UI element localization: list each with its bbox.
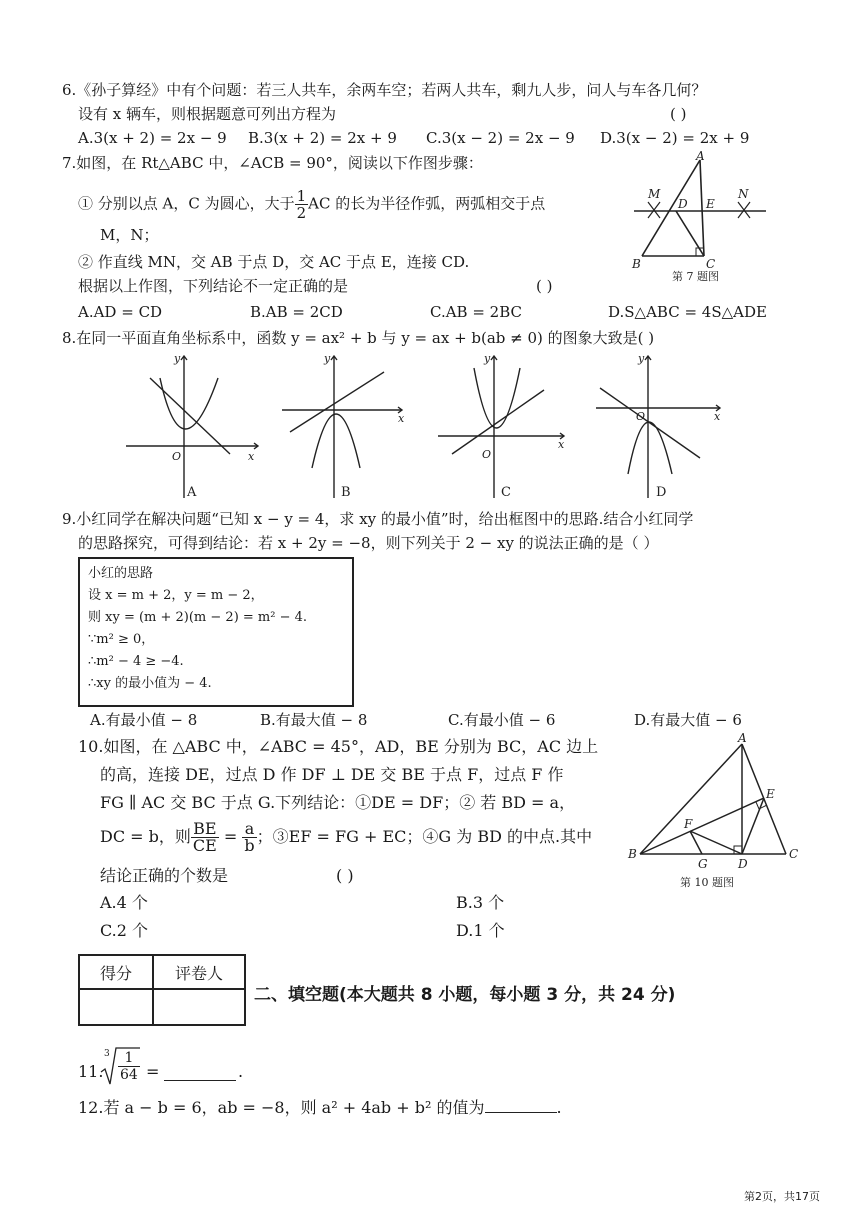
- q7-label-a: A: [696, 150, 705, 163]
- q6-option-c: C.3(x − 2) = 2x − 9: [426, 129, 575, 147]
- q8d-line: [600, 388, 700, 458]
- q7-step1-post: AC 的长为半径作弧，两弧相交于点: [308, 194, 546, 213]
- q7-step1: [78, 188, 545, 221]
- q12-period: .: [556, 1098, 562, 1117]
- q10-stem-line4: [100, 820, 592, 854]
- q11-den: 64: [120, 1067, 138, 1083]
- q8d-caption: D: [656, 485, 667, 500]
- q8-graph-b: [276, 350, 426, 500]
- q10-label-b: B: [628, 847, 637, 861]
- q9-box-line-2: 则 xy = (m + 2)(m − 2) = m² − 4.: [88, 610, 308, 625]
- q10-stem-line3: FG ∥ AC 交 BC 于点 G.下列结论：①DE = DF；② 若 BD = a，: [100, 793, 576, 812]
- q7-segment-ab: [642, 160, 700, 256]
- q6-option-d: D.3(x − 2) = 2x + 9: [600, 129, 750, 147]
- q7-label-m: M: [648, 187, 661, 201]
- q10-frac2-num: a: [242, 821, 256, 838]
- q8c-caption: C: [501, 485, 511, 500]
- q10-label-c: C: [789, 847, 799, 861]
- q8-graph-d: [590, 350, 740, 500]
- q8d-origin-label: O: [636, 410, 646, 423]
- q8a-caption: A: [187, 485, 197, 500]
- q7-segment-cd: [676, 211, 704, 256]
- q7-frac-den: 2: [296, 204, 307, 222]
- q11-number: 11.: [78, 1062, 104, 1081]
- q9-option-b: B.有最大值 − 8: [260, 711, 368, 729]
- q6-option-a: A.3(x + 2) = 2x − 9: [78, 129, 227, 147]
- q8b-caption: B: [341, 485, 351, 500]
- q10-option-c: C.2 个: [100, 921, 149, 940]
- q10-label-g: G: [698, 857, 708, 871]
- q8a-line: [150, 378, 230, 454]
- q7-label-b: B: [632, 257, 641, 271]
- q7-step1-pre: ① 分别以点 A，C 为圆心，大于: [78, 194, 295, 213]
- q8d-parabola: [628, 422, 672, 474]
- q7-label-n: N: [738, 187, 749, 201]
- q8d-y-label: y: [638, 352, 645, 365]
- q9-box-line-5: ∴xy 的最小值为 − 4.: [88, 676, 212, 691]
- q10-stem-line2: 的高，连接 DE，过点 D 作 DF ⊥ DE 交 BE 于点 F，过点 F 作: [100, 765, 564, 784]
- q10-fraction-be-ce: [191, 821, 219, 854]
- q9-box-line-3: ∵m² ≥ 0，: [88, 632, 155, 647]
- q7-answer-paren: ( ): [536, 277, 553, 295]
- q7-label-e: E: [706, 197, 715, 211]
- q10-figure: [626, 730, 806, 892]
- q7-option-a: A.AD = CD: [78, 303, 163, 321]
- q8-stem: 8.在同一平面直角坐标系中，函数 y = ax² + b 与 y = ax + b(ab ≠ 0) 的图象大致是( ): [62, 329, 655, 347]
- q7-fraction-half: [295, 188, 309, 221]
- q10-frac1-num: BE: [191, 821, 219, 838]
- q8c-line: [452, 390, 544, 454]
- q11-answer-blank[interactable]: [164, 1064, 236, 1081]
- q7-option-d: D.S△ABC = 4S△ADE: [608, 303, 767, 321]
- q10-answer-paren: ( ): [336, 866, 354, 885]
- q8b-y-label: y: [324, 352, 331, 365]
- q8a-x-label: x: [248, 450, 255, 463]
- q10-stem-line1: 10.如图，在 △ABC 中，∠ABC = 45°，AD，BE 分别为 BC，AC 边上: [78, 737, 599, 756]
- score-table: [78, 954, 246, 1026]
- score-cell[interactable]: [79, 989, 153, 1025]
- q10-stem-line5: 结论正确的个数是: [100, 866, 229, 885]
- q9-option-d: D.有最大值 − 6: [634, 711, 742, 729]
- q9-box-line-1: 设 x = m + 2，y = m − 2，: [88, 588, 264, 603]
- q10-label-d: D: [738, 857, 748, 871]
- q11-num: 1: [118, 1050, 140, 1067]
- q7-step1-line2: M，N；: [100, 226, 159, 244]
- grader-cell[interactable]: [153, 989, 245, 1025]
- q11: 11. 3 $\frac{1}{64}$ = .: [78, 1044, 338, 1088]
- q8c-origin-label: O: [482, 448, 492, 461]
- q9-option-a: A.有最小值 − 8: [90, 711, 198, 729]
- q10-equals: =: [223, 827, 238, 846]
- q10-label-f: F: [684, 817, 693, 831]
- q7-label-c: C: [706, 257, 716, 271]
- q6-stem-line2: 设有 x 辆车，则根据题意可列出方程为: [78, 105, 336, 123]
- q8c-x-label: x: [558, 438, 565, 451]
- q6-stem: 6.《孙子算经》中有个问题：若三人共车，余两车空；若两人共车，剩九人步，问人与车各几何？: [62, 81, 707, 99]
- q10-triangle-diagram: [626, 730, 806, 892]
- q7-segment-ac: [700, 160, 704, 256]
- q10-label-e: E: [766, 787, 775, 801]
- q8a-y-label: y: [174, 352, 181, 365]
- q8a-parabola: [160, 378, 218, 429]
- q7-stem: 7.如图，在 Rt△ABC 中，∠ACB = 90°，阅读以下作图步骤：: [62, 154, 483, 172]
- q10-segment-ab: [640, 744, 742, 854]
- q9-box-line-4: ∴m² − 4 ≥ −4.: [88, 654, 184, 669]
- q10-line4-pre: DC = b，则: [100, 827, 191, 846]
- q7-figure-caption: 第 7 题图: [672, 270, 719, 283]
- grader-header: 评卷人: [153, 955, 245, 989]
- q8c-y-label: y: [484, 352, 491, 365]
- q10-fraction-a-b: [242, 821, 256, 854]
- q8d-x-label: x: [714, 410, 721, 423]
- q10-frac1-den: CE: [192, 836, 217, 855]
- q7-arc-mark-m: [648, 202, 660, 218]
- q7-label-d: D: [678, 197, 688, 211]
- score-header: 得分: [79, 955, 153, 989]
- q12-answer-blank[interactable]: [485, 1096, 557, 1113]
- q9-stem-line2: 的思路探究，可得到结论：若 x + 2y = −8，则下列关于 2 − xy 的说法正确的是（ ）: [78, 534, 659, 552]
- q8-graph-c: [432, 350, 582, 500]
- q12-stem: 12.若 a − b = 6，ab = −8，则 a² + 4ab + b² 的值为: [78, 1098, 485, 1117]
- q8c-parabola: [474, 368, 520, 428]
- q8b-parabola: [312, 414, 360, 468]
- q11-fraction: [118, 1050, 140, 1083]
- q7-option-b: B.AB = 2CD: [250, 303, 343, 321]
- q10-option-d: D.1 个: [456, 921, 505, 940]
- q7-triangle-diagram: [620, 150, 780, 290]
- q7-figure: [620, 150, 780, 290]
- q9-option-c: C.有最小值 − 6: [448, 711, 556, 729]
- q6-answer-paren: ( ): [670, 105, 687, 123]
- q10-label-a: A: [738, 731, 747, 745]
- q11-root-index: 3: [104, 1049, 110, 1059]
- q7-step2: ② 作直线 MN，交 AB 于点 D，交 AC 于点 E，连接 CD.: [78, 253, 470, 271]
- q9-stem: 9.小红同学在解决问题“已知 x − y = 4，求 xy 的最小值”时，给出框图中的思路.结合小红同学: [62, 510, 694, 528]
- q8-graph-a: [120, 350, 270, 500]
- q10-option-a: A.4 个: [100, 893, 148, 912]
- q9-thinking-box: [78, 557, 354, 707]
- section2-title: 二、填空题(本大题共 8 小题，每小题 3 分，共 24 分): [254, 985, 676, 1005]
- q10-option-b: B.3 个: [456, 893, 505, 912]
- q7-arc-mark-n: [738, 202, 750, 218]
- q9-box-title: 小红的思路: [88, 566, 154, 581]
- q8b-line: [290, 372, 384, 432]
- q11-equals: =: [146, 1062, 160, 1081]
- q10-frac2-den: b: [244, 836, 255, 855]
- q7-question: 根据以上作图，下列结论不一定正确的是: [78, 277, 349, 295]
- q6-option-b: B.3(x + 2) = 2x + 9: [248, 129, 397, 147]
- q8a-origin-label: O: [172, 450, 182, 463]
- q10-figure-caption: 第 10 题图: [680, 876, 734, 889]
- page-number: 第2页，共17页: [744, 1190, 820, 1203]
- q12: [78, 1096, 562, 1118]
- q10-line4-post: ；③EF = FG + EC；④G 为 BD 的中点.其中: [256, 827, 593, 846]
- q8b-x-label: x: [398, 412, 405, 425]
- q7-frac-num: 1: [296, 187, 307, 205]
- q7-option-c: C.AB = 2BC: [430, 303, 522, 321]
